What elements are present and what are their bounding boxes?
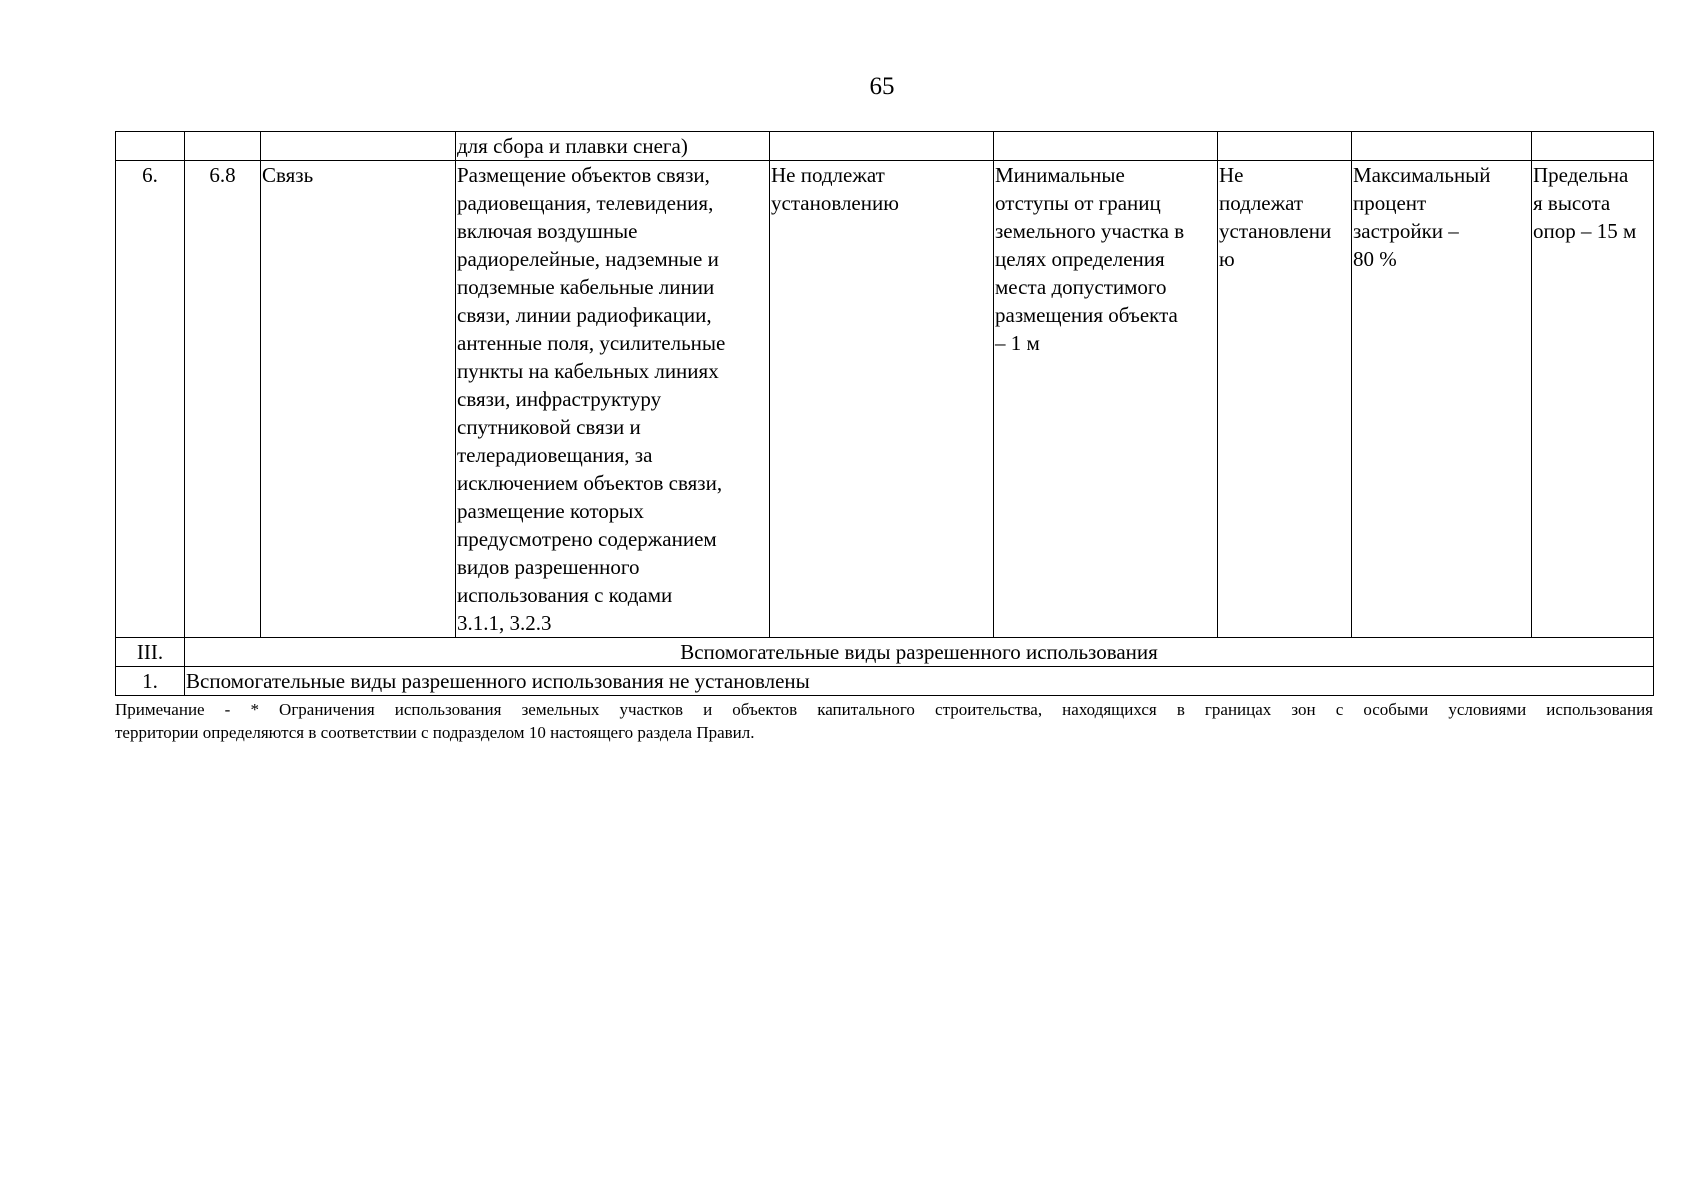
description-line: 3.1.1, 3.2.3 bbox=[457, 611, 552, 635]
col6-line: земельного участка в bbox=[995, 219, 1185, 243]
cell-col6 bbox=[994, 161, 1218, 638]
description-line: подземные кабельные линии bbox=[457, 275, 715, 299]
col8-line: 80 % bbox=[1353, 247, 1397, 271]
section-header-row bbox=[116, 638, 1654, 667]
cell-text: Вспомогательные виды разрешенного использования не установлены bbox=[185, 667, 1654, 696]
description-line: антенные поля, усилительные bbox=[457, 331, 726, 355]
footnote-line: территории определяются в соответствии с подразделом 10 настоящего раздела Правил. bbox=[115, 723, 755, 742]
col8-line: процент bbox=[1353, 191, 1427, 215]
section-title: Вспомогательные виды разрешенного использования bbox=[185, 638, 1654, 667]
description-line: телерадиовещания, за bbox=[457, 443, 653, 467]
col9-line: Предельна bbox=[1533, 163, 1629, 187]
col6-line: – 1 м bbox=[995, 331, 1040, 355]
description-line: пункты на кабельных линиях bbox=[457, 359, 719, 383]
cell-no: 6. bbox=[116, 161, 185, 638]
cell-col5 bbox=[770, 132, 994, 161]
cell-col9 bbox=[1532, 132, 1654, 161]
col6-line: Минимальные bbox=[995, 163, 1125, 187]
cell-col8 bbox=[1352, 161, 1532, 638]
col7-line: подлежат bbox=[1219, 191, 1304, 215]
col6-line: отступы от границ bbox=[995, 191, 1161, 215]
col7-line: Не bbox=[1219, 163, 1244, 187]
col8-line: Максимальный bbox=[1353, 163, 1491, 187]
cell-code: 6.8 bbox=[185, 161, 261, 638]
cell-description: для сбора и плавки снега) bbox=[456, 132, 770, 161]
col5-line: установлению bbox=[771, 191, 899, 215]
description-line: радиорелейные, надземные и bbox=[457, 247, 719, 271]
description-line: радиовещания, телевидения, bbox=[457, 191, 714, 215]
col7-line: установлени bbox=[1219, 219, 1332, 243]
description-line: Размещение объектов связи, bbox=[457, 163, 710, 187]
table-row-continuation bbox=[116, 132, 1654, 161]
cell-name bbox=[261, 132, 456, 161]
description-line: размещение которых bbox=[457, 499, 644, 523]
description-line: использования с кодами bbox=[457, 583, 673, 607]
description-line: спутниковой связи и bbox=[457, 415, 641, 439]
cell-code bbox=[185, 132, 261, 161]
description-line: предусмотрено содержанием bbox=[457, 527, 717, 551]
description-line: включая воздушные bbox=[457, 219, 638, 243]
cell-col5 bbox=[770, 161, 994, 638]
col9-line: опор – 15 м bbox=[1533, 219, 1637, 243]
col8-line: застройки – bbox=[1353, 219, 1459, 243]
cell-col7 bbox=[1218, 161, 1352, 638]
col6-line: места допустимого bbox=[995, 275, 1167, 299]
cell-col9 bbox=[1532, 161, 1654, 638]
description-line: связи, линии радиофикации, bbox=[457, 303, 712, 327]
col6-line: целях определения bbox=[995, 247, 1165, 271]
cell-no bbox=[116, 132, 185, 161]
cell-col6 bbox=[994, 132, 1218, 161]
description-line: видов разрешенного bbox=[457, 555, 640, 579]
description-line: исключением объектов связи, bbox=[457, 471, 723, 495]
col7-line: ю bbox=[1219, 247, 1235, 271]
col9-line: я высота bbox=[1533, 191, 1611, 215]
col5-line: Не подлежат bbox=[771, 163, 885, 187]
table-row-6 bbox=[116, 161, 1654, 638]
cell-col7 bbox=[1218, 132, 1352, 161]
cell-name: Связь bbox=[261, 161, 456, 638]
cell-description bbox=[456, 161, 770, 638]
description-line: связи, инфраструктуру bbox=[457, 387, 662, 411]
page-number: 65 bbox=[869, 73, 895, 100]
cell-no: III. bbox=[116, 638, 185, 667]
col6-line: размещения объекта bbox=[995, 303, 1178, 327]
table-row-1 bbox=[116, 667, 1654, 696]
cell-no: 1. bbox=[116, 667, 185, 696]
cell-col8 bbox=[1352, 132, 1532, 161]
footnote-line: Примечание - * Ограничения использования земельных участков и объектов капитального строительства, находящихся в границах зон с особыми условиями использования bbox=[115, 700, 1653, 719]
footnote bbox=[115, 698, 1653, 744]
land-use-table bbox=[115, 131, 1654, 696]
